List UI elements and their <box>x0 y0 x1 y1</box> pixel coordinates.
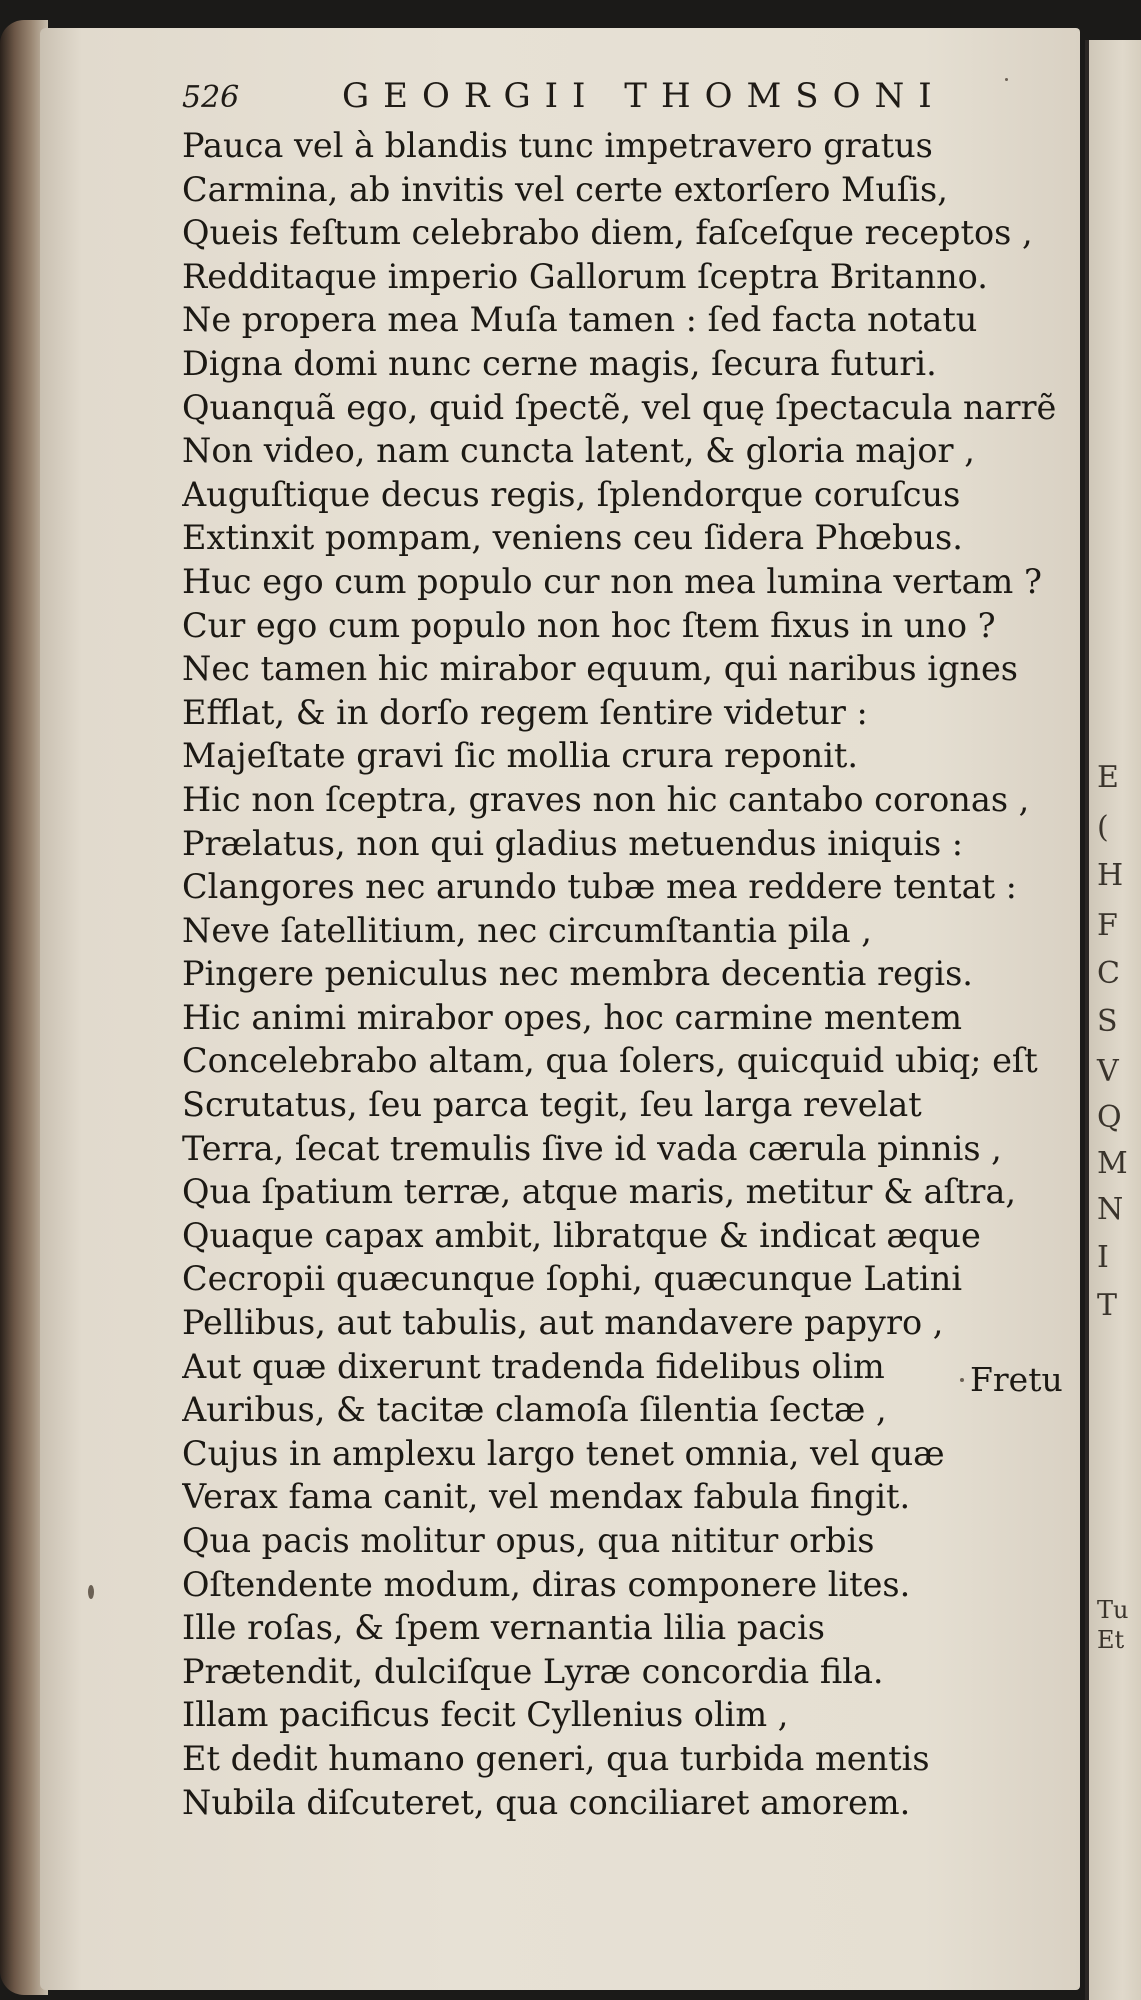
ink-fleck <box>960 1378 964 1382</box>
verse-line: Redditaque imperio Gallorum ſceptra Britanno. <box>182 256 988 296</box>
verse-line: Oſtendente modum, diras componere lites. <box>182 1564 911 1604</box>
verse-line: Pellibus, aut tabulis, aut mandavere papyro , <box>182 1303 944 1343</box>
facing-page-letter: ( <box>1097 810 1109 845</box>
facing-page-letter: T <box>1097 1288 1118 1323</box>
verse-line: Prælatus, non qui gladius metuendus iniquis : <box>182 823 964 863</box>
verse-line: Queis feſtum celebrabo diem, faſceſque receptos , <box>182 213 1033 253</box>
verse-line: Quaque capax ambit, libratque & indicat æque <box>182 1215 981 1255</box>
verse-line: Auguſtique decus regis, ſplendorque coruſcus <box>182 474 961 514</box>
verse-line: Et dedit humano generi, qua turbida mentis <box>182 1738 930 1778</box>
verse-line: Pauca vel à blandis tunc impetravero gratus <box>182 126 933 165</box>
verse-line: Illam pacificus fecit Cyllenius olim , <box>182 1695 789 1735</box>
facing-page-letter: Tu <box>1097 1596 1129 1624</box>
verse-block <box>182 124 1087 1824</box>
verse-line: Non video, nam cuncta latent, & gloria major , <box>182 431 975 471</box>
verse-line: Concelebrabo altam, qua ſolers, quicquid ubiq; eſt <box>182 1041 1038 1081</box>
verse-line: Prætendit, dulciſque Lyræ concordia fila. <box>182 1651 884 1691</box>
verse-line: Qua ſpatium terræ, atque maris, metitur & aſtra, <box>182 1172 1017 1212</box>
verse-line: Pingere peniculus nec membra decentia regis. <box>182 954 973 994</box>
facing-page-letter: E <box>1097 760 1119 795</box>
facing-page-letter: N <box>1097 1192 1124 1227</box>
running-title: GEORGII THOMSONI <box>342 76 946 116</box>
verse-line: Clangores nec arundo tubæ mea reddere tentat : <box>182 867 1017 907</box>
running-head <box>182 76 1002 126</box>
facing-page-letter: S <box>1097 1004 1118 1039</box>
verse-line: Hic animi mirabor opes, hoc carmine mentem <box>182 997 963 1037</box>
verse-line: Neve ſatellitium, nec circumſtantia pila , <box>182 910 872 950</box>
verse-line: Nubila diſcuteret, qua conciliaret amorem. <box>182 1782 911 1822</box>
ink-fleck <box>88 1585 94 1599</box>
verse-line: Qua pacis molitur opus, qua nititur orbis <box>182 1521 875 1560</box>
facing-page-letter: Et <box>1097 1626 1125 1654</box>
verse-line: Majeſtate gravi ſic mollia crura reponit. <box>182 736 859 776</box>
verse-line: Cur ego cum populo non hoc ſtem fixus in uno ? <box>182 605 996 645</box>
verse-line: Huc ego cum populo cur non mea lumina vertam ? <box>182 561 1042 601</box>
verse-line: Aut quæ dixerunt tradenda fidelibus olim <box>182 1346 885 1386</box>
verse-line: Cujus in amplexu largo tenet omnia, vel quæ <box>182 1433 945 1473</box>
facing-page-letter: V <box>1097 1054 1119 1089</box>
verse-line: Hic non ſceptra, graves non hic cantabo coronas , <box>182 779 1030 819</box>
facing-page-edge <box>1085 40 1141 2000</box>
verse-line: Cecropii quæcunque ſophi, quæcunque Latini <box>182 1259 963 1299</box>
page-number: 526 <box>182 80 240 115</box>
verse-line: Verax fama canit, vel mendax fabula fingit. <box>182 1477 911 1517</box>
verse-line: Ille roſas, & ſpem vernantia lilia pacis <box>182 1608 825 1648</box>
verse-line: Ne propera mea Muſa tamen : ſed facta notatu <box>182 300 978 340</box>
catchword: Fretu <box>970 1360 1063 1399</box>
facing-page-letter: C <box>1097 956 1120 991</box>
verse-line: Digna domi nunc cerne magis, ſecura futuri. <box>182 343 937 383</box>
verse-line: Carmina, ab invitis vel certe extorſero Muſis, <box>182 169 948 209</box>
facing-page-letter: H <box>1097 858 1124 893</box>
verse-line: Extinxit pompam, veniens ceu ſidera Phœbus. <box>182 518 963 558</box>
verse-line: Efflat, & in dorſo regem ſentire videtur : <box>182 692 868 732</box>
verse-line: Terra, ſecat tremulis ſive id vada cærula pinnis , <box>182 1128 1002 1168</box>
facing-page-letter: Q <box>1097 1100 1122 1135</box>
facing-page-letter: I <box>1097 1240 1109 1275</box>
ink-fleck <box>1005 78 1008 81</box>
verse-line: Auribus, & tacitæ clamoſa ſilentia ſectæ , <box>182 1390 887 1430</box>
facing-page-letter: F <box>1097 908 1118 943</box>
facing-page-letter: M <box>1097 1146 1128 1181</box>
verse-line: Scrutatus, ſeu parca tegit, ſeu larga revelat <box>182 1085 922 1125</box>
verse-line: Quanquã ego, quid ſpectẽ, vel quę ſpectacula narrẽ <box>182 387 1057 427</box>
verse-line: Nec tamen hic mirabor equum, qui naribus ignes <box>182 649 1018 689</box>
